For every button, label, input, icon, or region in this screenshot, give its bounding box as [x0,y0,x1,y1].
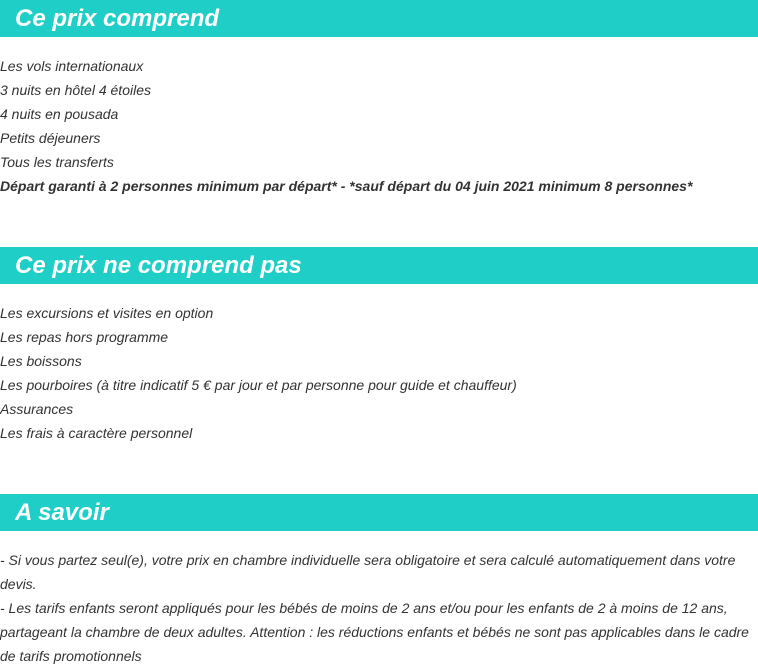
list-item: 4 nuits en pousada [0,106,119,122]
list-item: Les boissons [0,353,82,369]
section-title-good-to-know: A savoir [0,494,758,531]
section-title-not-included: Ce prix ne comprend pas [0,247,758,284]
list-item: Les frais à caractère personnel [0,425,193,441]
list-item: Les pourboires (à titre indicatif 5 € par jour et par personne pour guide et chauffeur) [0,377,517,393]
solo-traveler-note: - Si vous partez seul(e), votre prix en chambre individuelle sera obligatoire et sera calculé automatiquement dans votre devis. [0,552,736,592]
list-item: Tous les transferts [0,154,114,170]
list-item: Assurances [0,401,74,417]
list-item: Les vols internationaux [0,58,144,74]
included-list [0,54,758,198]
list-item: Les repas hors programme [0,329,169,345]
good-to-know-text [0,548,758,668]
section-title-included: Ce prix comprend [0,0,758,37]
list-item: 3 nuits en hôtel 4 étoiles [0,82,151,98]
child-rates-note: - Les tarifs enfants seront appliqués pour les bébés de moins de 2 ans et/ou pour les enfants de 2 à moins de 12 ans, partageant la chambre de deux adultes. Attention : les réductions enfants et bébés ne sont pas applicables dans le cadre de tarifs promotionnels [0,600,749,664]
not-included-list [0,301,758,445]
guaranteed-departure-note: Départ garanti à 2 personnes minimum par départ* - *sauf départ du 04 juin 2021 minimum 8 personnes* [0,178,693,194]
list-item: Petits déjeuners [0,130,101,146]
list-item: Les excursions et visites en option [0,305,214,321]
